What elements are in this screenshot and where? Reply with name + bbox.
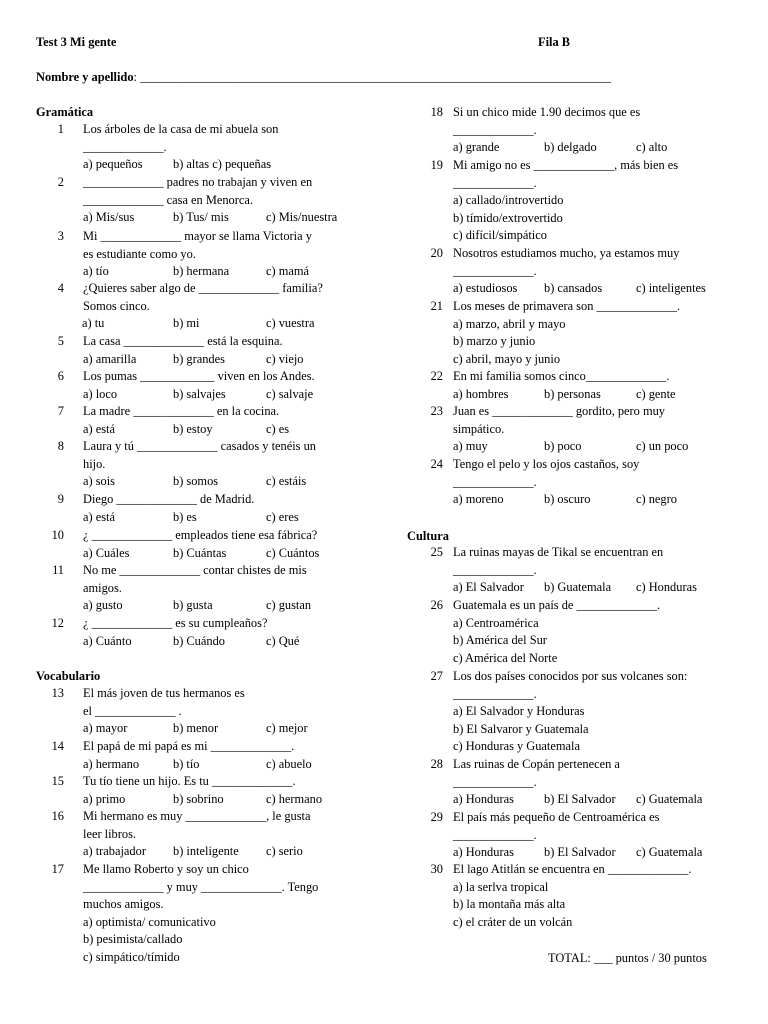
answer-option[interactable]: a) muy (453, 439, 488, 454)
question-text: El papá de mi papá es mi _____________. (83, 739, 295, 753)
question-text: Los pumas ____________ viven en los Andes. (83, 369, 315, 383)
question-text: _____________. (453, 827, 537, 842)
answer-option[interactable]: c) Honduras (636, 580, 697, 595)
question-text: Guatemala es un país de _____________. (453, 598, 661, 612)
answer-option[interactable]: c) gustan (266, 598, 312, 613)
question-number: 1 (57, 122, 64, 136)
answer-option[interactable]: b) América del Sur (453, 633, 547, 648)
answer-option[interactable]: c) gente (636, 386, 676, 401)
answer-option[interactable]: b) gusta (173, 598, 213, 613)
question-text: el _____________ . (83, 703, 182, 718)
answer-option[interactable]: b) sobrino (173, 791, 224, 806)
question-number: 14 (51, 739, 64, 753)
question-text: Mi amigo no es _____________, más bien es (453, 158, 679, 172)
answer-option[interactable]: a) gusto (83, 598, 123, 613)
answer-option[interactable]: c) el cráter de un volcán (453, 914, 573, 929)
fila-label: Fila B (538, 35, 571, 49)
question-text: _____________ y muy _____________. Tengo (83, 879, 319, 894)
answer-option[interactable]: c) América del Norte (453, 650, 558, 665)
question-number: 17 (51, 862, 64, 876)
answer-option[interactable]: b) Tus/ mis (173, 210, 229, 225)
section-gramatica: Gramática (36, 105, 94, 119)
question-text: Diego _____________ de Madrid. (83, 492, 255, 506)
answer-option[interactable]: a) El Salvador (453, 580, 524, 595)
answer-option[interactable]: c) viejo (266, 351, 304, 366)
answer-option[interactable]: c) Guatemala (636, 845, 703, 860)
name-label: Nombre y apellido (36, 70, 134, 84)
answer-option[interactable]: a) hermano (83, 756, 140, 771)
question-number: 8 (57, 439, 64, 453)
answer-option[interactable]: a) está (83, 421, 115, 436)
question-number: 24 (430, 457, 443, 471)
answer-option[interactable]: c) hermano (266, 791, 323, 806)
question-text: La casa _____________ está la esquina. (83, 334, 283, 348)
question-text: Si un chico mide 1.90 decimos que es (453, 105, 641, 119)
answer-option[interactable]: a) optimista/ comunicativo (83, 914, 216, 929)
answer-option[interactable]: a) primo (83, 791, 126, 806)
answer-option[interactable]: c) abril, mayo y junio (453, 351, 561, 366)
name-field[interactable] (36, 70, 611, 85)
question-number: 25 (430, 545, 443, 559)
question-text: El país más pequeño de Centroamérica es (453, 810, 660, 824)
question-text: ¿ _____________ es su cumpleaños? (83, 616, 268, 630)
answer-option[interactable]: b) cansados (544, 281, 603, 296)
question-text: Nosotros estudiamos mucho, ya estamos muy (453, 246, 680, 260)
question-text: Mi hermano es muy _____________, le gusta (83, 809, 311, 823)
question-text: Me llamo Roberto y soy un chico (83, 862, 249, 876)
question-number: 18 (430, 105, 443, 119)
answer-option[interactable]: c) inteligentes (636, 281, 706, 296)
question-number: 5 (57, 334, 64, 348)
answer-option[interactable]: b) tímido/extrovertido (453, 210, 563, 225)
answer-option[interactable]: a) marzo, abril y mayo (453, 316, 566, 331)
question-number: 9 (57, 492, 64, 506)
question-text: _____________. (453, 686, 537, 701)
answer-option[interactable]: b) altas c) pequeñas (173, 157, 272, 172)
answer-option[interactable]: b) hermana (173, 264, 230, 279)
answer-option[interactable]: b) marzo y junio (453, 334, 536, 349)
section-vocabulario: Vocabulario (36, 669, 101, 683)
answer-option[interactable]: c) Qué (266, 633, 300, 648)
question-text: _____________. (453, 175, 537, 190)
answer-option[interactable]: b) tío (173, 756, 200, 771)
answer-option[interactable]: a) trabajador (83, 844, 146, 859)
answer-option[interactable]: a) grande (453, 140, 500, 155)
question-text: _____________. (83, 139, 167, 154)
answer-option[interactable]: a) está (83, 509, 115, 524)
answer-option[interactable]: c) mejor (266, 721, 308, 736)
answer-option[interactable]: b) El Salvador (544, 845, 616, 860)
test-title: Test 3 Mi gente (36, 35, 117, 49)
question-number: 20 (430, 246, 443, 260)
answer-option[interactable]: c) serio (266, 844, 303, 859)
question-text: _____________. (453, 562, 537, 577)
question-text: muchos amigos. (83, 897, 164, 912)
answer-option[interactable]: c) difícil/simpático (453, 228, 547, 243)
question-text: No me _____________ contar chistes de mis (83, 563, 307, 577)
question-text: Tengo el pelo y los ojos castaños, soy (453, 457, 640, 471)
answer-option[interactable]: a) Mis/sus (83, 210, 135, 225)
answer-option[interactable]: b) pesimista/callado (83, 932, 183, 947)
answer-option[interactable]: a) mayor (83, 721, 128, 736)
answer-option[interactable]: b) somos (173, 474, 219, 489)
answer-option[interactable]: a) Cuáles (83, 545, 130, 560)
answer-option[interactable]: c) un poco (636, 439, 689, 454)
total-score: TOTAL: ___ puntos / 30 puntos (548, 951, 707, 965)
question-number: 30 (430, 862, 443, 876)
question-text: amigos. (83, 580, 122, 595)
answer-option[interactable]: b) inteligente (173, 844, 239, 859)
answer-option[interactable]: c) abuelo (266, 756, 312, 771)
question-text: _____________. (453, 122, 537, 137)
question-number: 22 (430, 369, 443, 383)
answer-option[interactable]: a) Centroamérica (453, 615, 539, 630)
question-text: Laura y tú _____________ casados y tenéis un (83, 439, 316, 453)
question-text: En mi familia somos cinco_____________. (453, 369, 670, 383)
answer-option[interactable]: a) amarilla (83, 351, 137, 366)
question-text: _____________. (453, 263, 537, 278)
answer-option[interactable]: b) mi (173, 316, 200, 331)
question-number: 28 (430, 757, 443, 771)
question-number: 4 (57, 281, 64, 295)
question-text: simpático. (453, 421, 505, 436)
question-text: ¿Quieres saber algo de _____________ familia? (83, 281, 323, 295)
answer-option[interactable]: b) personas (544, 386, 601, 401)
answer-option[interactable]: a) Honduras (453, 845, 514, 860)
answer-option[interactable]: c) vuestra (266, 316, 315, 331)
question-number: 21 (430, 299, 443, 313)
question-text: Los meses de primavera son _____________. (453, 299, 681, 313)
question-text: La ruinas mayas de Tikal se encuentran en (453, 545, 664, 559)
question-number: 3 (57, 229, 64, 243)
question-text: _____________. (453, 474, 537, 489)
answer-option[interactable]: b) Cuándo (173, 633, 225, 648)
question-number: 16 (51, 809, 64, 823)
question-text: _____________ padres no trabajan y viven en (83, 175, 313, 189)
question-text: Juan es _____________ gordito, pero muy (453, 404, 665, 418)
answer-option[interactable]: b) El Salvador (544, 792, 616, 807)
answer-option[interactable]: c) Guatemala (636, 792, 703, 807)
question-text: El lago Atitlán se encuentra en _____________. (453, 862, 692, 876)
question-number: 29 (430, 810, 443, 824)
question-text: _____________ casa en Menorca. (83, 192, 253, 207)
question-number: 7 (57, 404, 64, 418)
answer-option[interactable]: c) Cuántos (266, 545, 320, 560)
answer-option[interactable]: a) callado/introvertido (453, 193, 564, 208)
answer-option[interactable]: c) mamá (266, 264, 309, 279)
answer-option[interactable]: a) sois (83, 474, 116, 489)
answer-option[interactable]: c) estáis (266, 474, 307, 489)
answer-option[interactable]: b) estoy (173, 421, 213, 436)
answer-option[interactable]: c) negro (636, 492, 677, 507)
answer-option[interactable]: b) menor (173, 721, 219, 736)
answer-option[interactable]: b) es (173, 509, 197, 524)
section-cultura: Cultura (407, 529, 449, 543)
question-number: 19 (430, 158, 443, 172)
question-text: hijo. (83, 456, 106, 471)
answer-option[interactable]: b) oscuro (544, 492, 591, 507)
question-number: 10 (51, 528, 64, 542)
answer-option[interactable]: a) estudiosos (453, 281, 518, 296)
answer-option[interactable]: c) alto (636, 140, 668, 155)
answer-option[interactable]: b) la montaña más alta (453, 897, 566, 912)
question-text: Tu tío tiene un hijo. Es tu _____________. (83, 774, 296, 788)
answer-option[interactable]: c) Mis/nuestra (266, 210, 338, 225)
question-text: es estudiante como yo. (83, 246, 196, 261)
question-number: 6 (57, 369, 64, 383)
question-number: 23 (430, 404, 443, 418)
answer-option[interactable]: a) hombres (453, 386, 509, 401)
question-text: _____________. (453, 774, 537, 789)
answer-option[interactable]: b) delgado (544, 140, 597, 155)
question-text: Mi _____________ mayor se llama Victoria y (83, 229, 312, 243)
answer-option[interactable]: b) poco (544, 439, 582, 454)
answer-option[interactable]: b) Cuántas (173, 545, 227, 560)
name-line[interactable]: : ____________________________________________________________________________ (133, 70, 611, 84)
answer-option[interactable]: c) es (266, 421, 290, 436)
answer-option[interactable]: c) Honduras y Guatemala (453, 739, 580, 754)
question-number: 26 (430, 598, 443, 612)
question-text: ¿ _____________ empleados tiene esa fábrica? (83, 528, 318, 542)
answer-option[interactable]: b) Guatemala (544, 580, 612, 595)
question-number: 13 (51, 686, 64, 700)
question-text: El más joven de tus hermanos es (83, 686, 245, 700)
answer-option[interactable]: b) salvajes (173, 386, 226, 401)
question-number: 27 (430, 669, 443, 683)
question-text: Los árboles de la casa de mi abuela son (83, 122, 279, 136)
question-text: La madre _____________ en la cocina. (83, 404, 280, 418)
answer-option[interactable]: c) simpático/tímido (83, 950, 180, 964)
answer-option[interactable]: a) Cuánto (83, 633, 132, 648)
question-number: 11 (52, 563, 64, 577)
question-number: 15 (51, 774, 64, 788)
question-number: 2 (57, 175, 64, 189)
answer-option[interactable]: a) tío (83, 264, 109, 279)
question-text: Los dos países conocidos por sus volcanes son: (453, 669, 688, 683)
answer-option[interactable]: a) loco (83, 386, 118, 401)
answer-option[interactable]: a) pequeños (83, 157, 143, 172)
answer-option[interactable]: a) tu (82, 316, 105, 331)
question-text: Somos cinco. (83, 298, 150, 313)
answer-option[interactable]: b) grandes (173, 351, 225, 366)
answer-option[interactable]: a) El Salvador y Honduras (453, 704, 585, 719)
question-text: Las ruinas de Copán pertenecen a (453, 757, 620, 771)
answer-option[interactable]: c) salvaje (266, 386, 314, 401)
question-text: leer libros. (83, 826, 136, 841)
answer-option[interactable]: c) eres (266, 509, 299, 524)
question-number: 12 (51, 616, 64, 630)
answer-option[interactable]: a) Honduras (453, 792, 514, 807)
answer-option[interactable]: a) moreno (453, 492, 504, 507)
answer-option[interactable]: a) la serlva tropical (453, 879, 549, 894)
answer-option[interactable]: b) El Salvaror y Guatemala (453, 721, 589, 736)
